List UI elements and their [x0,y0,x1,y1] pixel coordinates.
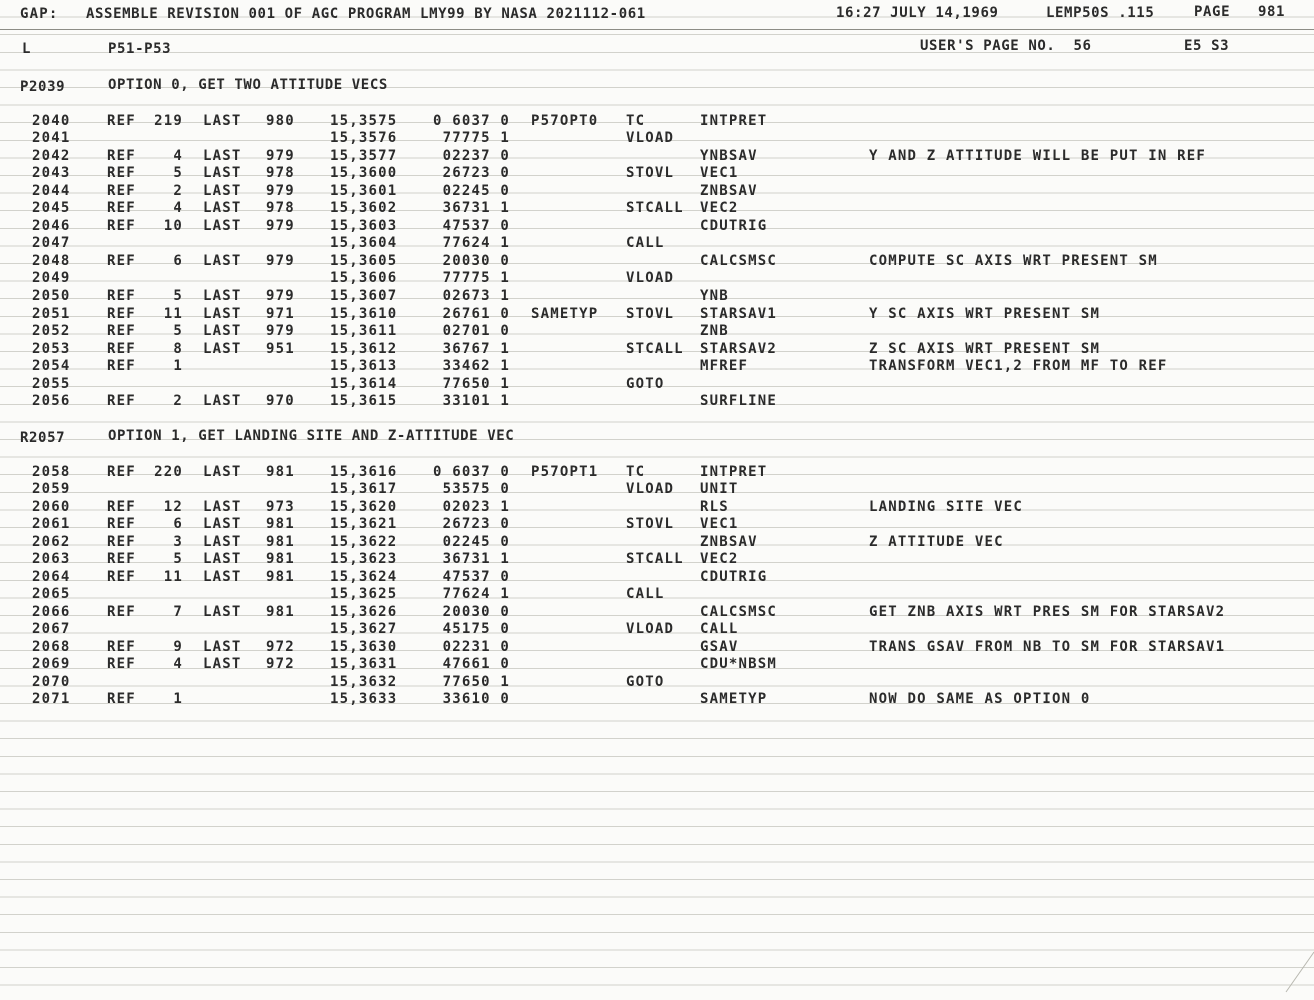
octal-code: 77775 1 [442,270,510,286]
ref-tag: REF [107,183,136,199]
line-number: 2046 [32,218,71,234]
listing-row [0,235,1314,252]
last-page: 970 [266,393,295,409]
listing-row [0,183,1314,200]
address: 15,3600 [330,165,398,181]
operand: CALCSMSC [700,253,778,269]
opcode: GOTO [626,376,665,392]
listing-row [0,691,1314,708]
address: 15,3606 [330,270,398,286]
octal-code: 02231 0 [442,639,510,655]
listing-row [0,604,1314,621]
last-tag: LAST [203,165,242,181]
octal-code: 36731 1 [442,551,510,567]
octal-code: 33462 1 [442,358,510,374]
operand: UNIT [700,481,739,497]
ref-tag: REF [107,551,136,567]
run-timestamp: 16:27 JULY 14,1969 [836,5,999,21]
address: 15,3620 [330,499,398,515]
operand: INTPRET [700,113,768,129]
address: 15,3575 [330,113,398,129]
listing-row [0,270,1314,287]
listing-row [0,200,1314,217]
ref-count: 2 [173,393,183,409]
last-tag: LAST [203,113,242,129]
operand: INTPRET [700,464,768,480]
opcode: VLOAD [626,621,675,637]
opcode: STCALL [626,551,684,567]
operand: VEC1 [700,516,739,532]
section-label: R2057 [20,430,66,446]
last-tag: LAST [203,393,242,409]
ref-tag: REF [107,464,136,480]
listing-row [0,586,1314,603]
operand: STARSAV2 [700,341,778,357]
listing-row [0,569,1314,586]
ref-tag: REF [107,516,136,532]
opcode: VLOAD [626,130,675,146]
address: 15,3623 [330,551,398,567]
octal-code: 36731 1 [442,200,510,216]
operand: CALL [700,621,739,637]
ref-tag: REF [107,604,136,620]
symbol-label: SAMETYP [531,306,599,322]
address: 15,3633 [330,691,398,707]
ref-count: 10 [163,218,183,234]
octal-code: 77624 1 [442,586,510,602]
ref-tag: REF [107,200,136,216]
ref-tag: REF [107,656,136,672]
comment: TRANSFORM VEC1,2 FROM MF TO REF [869,358,1168,374]
operand: RLS [700,499,729,515]
listing-row [0,481,1314,498]
line-number: 2040 [32,113,71,129]
program-range: P51-P53 [108,41,172,57]
operand: SURFLINE [700,393,778,409]
address: 15,3577 [330,148,398,164]
listing-row [0,165,1314,182]
address: 15,3631 [330,656,398,672]
listing-row [0,288,1314,305]
listing-row [0,113,1314,130]
line-number: 2045 [32,200,71,216]
octal-code: 02701 0 [442,323,510,339]
ref-count: 2 [173,183,183,199]
last-page: 978 [266,165,295,181]
last-tag: LAST [203,569,242,585]
last-tag: LAST [203,306,242,322]
operand: VEC2 [700,551,739,567]
address: 15,3602 [330,200,398,216]
operand: CDUTRIG [700,569,768,585]
opcode: STOVL [626,516,675,532]
last-tag: LAST [203,200,242,216]
listing-row [0,306,1314,323]
last-page: 979 [266,218,295,234]
octal-code: 33101 1 [442,393,510,409]
listing-row [0,376,1314,393]
section-title: OPTION 0, GET TWO ATTITUDE VECS [108,77,388,93]
line-number: 2051 [32,306,71,322]
ref-count: 7 [173,604,183,620]
ref-count: 12 [163,499,183,515]
opcode: STOVL [626,165,675,181]
ref-count: 5 [173,165,183,181]
address: 15,3612 [330,341,398,357]
address: 15,3605 [330,253,398,269]
address: 15,3617 [330,481,398,497]
last-tag: LAST [203,323,242,339]
listing-row [0,656,1314,673]
ref-tag: REF [107,341,136,357]
section-title: OPTION 1, GET LANDING SITE AND Z-ATTITUDE VEC [108,428,515,444]
symbol-label: P57OPT1 [531,464,599,480]
ref-tag: REF [107,639,136,655]
opcode: CALL [626,235,665,251]
line-number: 2055 [32,376,71,392]
page-number: 981 [1258,4,1286,20]
opcode: VLOAD [626,270,675,286]
ref-count: 8 [173,341,183,357]
ref-tag: REF [107,393,136,409]
address: 15,3604 [330,235,398,251]
last-page: 972 [266,639,295,655]
line-number: 2060 [32,499,71,515]
octal-code: 0 6037 0 [432,464,510,480]
address: 15,3610 [330,306,398,322]
address: 15,3616 [330,464,398,480]
listing-row [0,464,1314,481]
ref-tag: REF [107,569,136,585]
octal-code: 77650 1 [442,674,510,690]
octal-code: 77624 1 [442,235,510,251]
line-number: 2066 [32,604,71,620]
listing-row [0,253,1314,270]
header-rule [0,29,1314,30]
listing-row [0,534,1314,551]
ref-tag: REF [107,113,136,129]
last-page: 981 [266,604,295,620]
opcode: STCALL [626,200,684,216]
last-tag: LAST [203,464,242,480]
ref-count: 4 [173,656,183,672]
opcode: TC [626,464,646,480]
octal-code: 02237 0 [442,148,510,164]
ref-tag: REF [107,534,136,550]
comment: Z SC AXIS WRT PRESENT SM [869,341,1101,357]
operand: ZNB [700,323,729,339]
assemble-title: ASSEMBLE REVISION 001 OF AGC PROGRAM LMY99 BY NASA 2021112-061 [86,6,646,22]
last-tag: LAST [203,218,242,234]
ref-tag: REF [107,306,136,322]
octal-code: 02023 1 [442,499,510,515]
line-number: 2071 [32,691,71,707]
symbol-label: P57OPT0 [531,113,599,129]
l-marker: L [22,41,32,57]
listing-row [0,358,1314,375]
operand: MFREF [700,358,749,374]
line-number: 2068 [32,639,71,655]
last-page: 980 [266,113,295,129]
opcode: STOVL [626,306,675,322]
address: 15,3607 [330,288,398,304]
ref-tag: REF [107,323,136,339]
line-number: 2059 [32,481,71,497]
line-number: 2062 [32,534,71,550]
last-page: 981 [266,516,295,532]
ref-count: 3 [173,534,183,550]
last-page: 979 [266,323,295,339]
address: 15,3630 [330,639,398,655]
octal-code: 45175 0 [442,621,510,637]
opcode: CALL [626,586,665,602]
es-marker: E5 S3 [1184,38,1230,54]
ref-tag: REF [107,358,136,374]
last-page: 951 [266,341,295,357]
last-tag: LAST [203,534,242,550]
listing-row [0,130,1314,147]
last-tag: LAST [203,183,242,199]
line-number: 2042 [32,148,71,164]
octal-code: 26723 0 [442,516,510,532]
ref-count: 9 [173,639,183,655]
listing-row [0,393,1314,410]
listing-row [0,218,1314,235]
last-tag: LAST [203,288,242,304]
ref-count: 1 [173,358,183,374]
address: 15,3625 [330,586,398,602]
comment: TRANS GSAV FROM NB TO SM FOR STARSAV1 [869,639,1226,655]
opcode: VLOAD [626,481,675,497]
address: 15,3614 [330,376,398,392]
listing-row [0,499,1314,516]
operand: YNB [700,288,729,304]
listing-row [0,516,1314,533]
listing-row [0,341,1314,358]
ref-count: 220 [154,464,183,480]
comment: Z ATTITUDE VEC [869,534,1004,550]
address: 15,3621 [330,516,398,532]
ref-count: 4 [173,200,183,216]
listing-row [0,674,1314,691]
octal-code: 20030 0 [442,253,510,269]
line-number: 2064 [32,569,71,585]
octal-code: 47537 0 [442,569,510,585]
line-number: 2044 [32,183,71,199]
octal-code: 36767 1 [442,341,510,357]
line-number: 2061 [32,516,71,532]
ref-tag: REF [107,253,136,269]
operand: CDUTRIG [700,218,768,234]
octal-code: 53575 0 [442,481,510,497]
ref-count: 6 [173,516,183,532]
operand: VEC2 [700,200,739,216]
operand: YNBSAV [700,148,758,164]
octal-code: 77650 1 [442,376,510,392]
last-tag: LAST [203,516,242,532]
octal-code: 26723 0 [442,165,510,181]
ref-count: 11 [163,569,183,585]
octal-code: 02245 0 [442,183,510,199]
opcode: TC [626,113,646,129]
operand: CDU*NBSM [700,656,778,672]
address: 15,3627 [330,621,398,637]
line-number: 2048 [32,253,71,269]
last-tag: LAST [203,148,242,164]
listing-row [0,148,1314,165]
address: 15,3611 [330,323,398,339]
last-tag: LAST [203,499,242,515]
octal-code: 20030 0 [442,604,510,620]
last-page: 981 [266,534,295,550]
address: 15,3622 [330,534,398,550]
line-number: 2070 [32,674,71,690]
last-tag: LAST [203,604,242,620]
address: 15,3632 [330,674,398,690]
operand: VEC1 [700,165,739,181]
ref-count: 5 [173,551,183,567]
listing-row [0,551,1314,568]
operand: ZNBSAV [700,183,758,199]
operand: GSAV [700,639,739,655]
gap-label: GAP: [20,6,59,22]
last-tag: LAST [203,656,242,672]
section-label: P2039 [20,79,66,95]
last-tag: LAST [203,341,242,357]
line-number: 2056 [32,393,71,409]
users-page-number: USER'S PAGE NO. 56 [920,38,1092,54]
operand: CALCSMSC [700,604,778,620]
last-page: 981 [266,569,295,585]
last-page: 981 [266,551,295,567]
lemp-version: LEMP50S .115 [1046,5,1155,21]
page-label: PAGE [1194,4,1231,20]
octal-code: 47537 0 [442,218,510,234]
listing-row [0,621,1314,638]
last-page: 973 [266,499,295,515]
last-page: 978 [266,200,295,216]
opcode: GOTO [626,674,665,690]
operand: ZNBSAV [700,534,758,550]
line-number: 2050 [32,288,71,304]
ref-count: 11 [163,306,183,322]
ref-count: 219 [154,113,183,129]
comment: LANDING SITE VEC [869,499,1024,515]
address: 15,3576 [330,130,398,146]
last-tag: LAST [203,639,242,655]
line-number: 2049 [32,270,71,286]
line-number: 2063 [32,551,71,567]
comment: GET ZNB AXIS WRT PRES SM FOR STARSAV2 [869,604,1226,620]
last-page: 981 [266,464,295,480]
line-number: 2041 [32,130,71,146]
octal-code: 33610 0 [442,691,510,707]
line-number: 2053 [32,341,71,357]
last-page: 971 [266,306,295,322]
last-tag: LAST [203,253,242,269]
ref-tag: REF [107,148,136,164]
ref-count: 6 [173,253,183,269]
address: 15,3615 [330,393,398,409]
operand: STARSAV1 [700,306,778,322]
octal-code: 77775 1 [442,130,510,146]
listing-row [0,323,1314,340]
line-number: 2054 [32,358,71,374]
line-number: 2043 [32,165,71,181]
last-page: 979 [266,148,295,164]
line-number: 2067 [32,621,71,637]
ref-count: 5 [173,323,183,339]
octal-code: 02673 1 [442,288,510,304]
address: 15,3624 [330,569,398,585]
comment: Y SC AXIS WRT PRESENT SM [869,306,1101,322]
address: 15,3603 [330,218,398,234]
ref-tag: REF [107,691,136,707]
operand: SAMETYP [700,691,768,707]
line-number: 2047 [32,235,71,251]
address: 15,3601 [330,183,398,199]
line-number: 2058 [32,464,71,480]
ref-tag: REF [107,165,136,181]
last-page: 979 [266,288,295,304]
ref-count: 1 [173,691,183,707]
comment: NOW DO SAME AS OPTION 0 [869,691,1091,707]
ref-tag: REF [107,499,136,515]
last-page: 972 [266,656,295,672]
opcode: STCALL [626,341,684,357]
ref-count: 5 [173,288,183,304]
octal-code: 0 6037 0 [432,113,510,129]
address: 15,3613 [330,358,398,374]
address: 15,3626 [330,604,398,620]
octal-code: 26761 0 [442,306,510,322]
listing-row [0,639,1314,656]
octal-code: 47661 0 [442,656,510,672]
ref-count: 4 [173,148,183,164]
last-page: 979 [266,183,295,199]
line-number: 2069 [32,656,71,672]
line-number: 2052 [32,323,71,339]
ref-tag: REF [107,288,136,304]
comment: COMPUTE SC AXIS WRT PRESENT SM [869,253,1158,269]
last-page: 979 [266,253,295,269]
octal-code: 02245 0 [442,534,510,550]
line-number: 2065 [32,586,71,602]
paper-fold-mark [1274,940,1314,1000]
last-tag: LAST [203,551,242,567]
comment: Y AND Z ATTITUDE WILL BE PUT IN REF [869,148,1207,164]
ref-tag: REF [107,218,136,234]
